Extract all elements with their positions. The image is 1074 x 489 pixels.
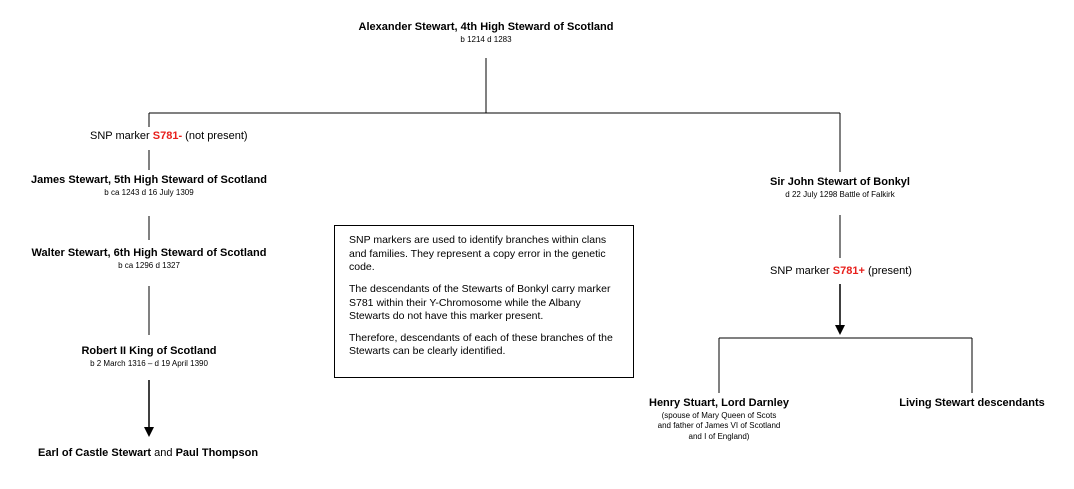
- person-darnley-note-1: (spouse of Mary Queen of Scots: [661, 410, 777, 420]
- root-node: [336, 21, 636, 45]
- person-bonkyl: [720, 176, 960, 200]
- left-descendants-part1: Earl of Castle Stewart: [38, 447, 152, 459]
- right-snp-suffix: (present): [864, 265, 912, 277]
- living-descendants: [882, 397, 1062, 411]
- person-robert: [29, 345, 269, 369]
- person-robert-name: Robert II King of Scotland: [81, 345, 217, 357]
- left-descendants: [38, 447, 258, 459]
- person-walter-name: Walter Stewart, 6th High Steward of Scotland: [31, 247, 267, 259]
- left-descendants-part2: Paul Thompson: [175, 447, 259, 459]
- person-walter: [29, 247, 269, 271]
- person-darnley-note-3: and I of England): [688, 431, 750, 441]
- left-snp-label: [90, 130, 248, 142]
- right-snp-prefix: SNP marker: [770, 265, 833, 277]
- note-paragraph-2: The descendants of the Stewarts of Bonkyl carry marker S781 within their Y-Chromosome while the Albany Stewarts do not have this marker present.: [349, 282, 611, 323]
- note-paragraph-1: SNP markers are used to identify branches within clans and families. They represent a copy error in the genetic code.: [349, 234, 607, 274]
- person-darnley-note-2: and father of James VI of Scotland: [657, 421, 781, 431]
- person-james: [29, 174, 269, 198]
- left-snp-suffix: (not present): [182, 130, 248, 142]
- right-snp-marker: S781+: [832, 265, 865, 277]
- living-descendants-name: Living Stewart descendants: [899, 397, 1045, 409]
- left-snp-marker: S781-: [152, 130, 183, 142]
- person-darnley: [619, 397, 819, 442]
- right-snp-label: [770, 265, 912, 277]
- person-darnley-name: Henry Stuart, Lord Darnley: [649, 397, 789, 409]
- person-james-dates: b ca 1243 d 16 July 1309: [104, 187, 194, 197]
- person-james-name: James Stewart, 5th High Steward of Scotland: [31, 174, 267, 186]
- root-name: Alexander Stewart, 4th High Steward of Scotland: [358, 21, 614, 33]
- person-walter-dates: b ca 1296 d 1327: [118, 260, 180, 270]
- left-descendants-joiner: and: [151, 447, 176, 459]
- root-dates: b 1214 d 1283: [460, 34, 512, 44]
- note-paragraph-3: Therefore, descendants of each of these branches of the Stewarts can be clearly identified.: [349, 331, 613, 358]
- person-robert-dates: b 2 March 1316 – d 19 April 1390: [90, 358, 208, 368]
- left-snp-prefix: SNP marker: [90, 130, 153, 142]
- person-bonkyl-name: Sir John Stewart of Bonkyl: [770, 176, 910, 188]
- note-box: [334, 225, 634, 378]
- person-bonkyl-dates: d 22 July 1298 Battle of Falkirk: [785, 189, 895, 199]
